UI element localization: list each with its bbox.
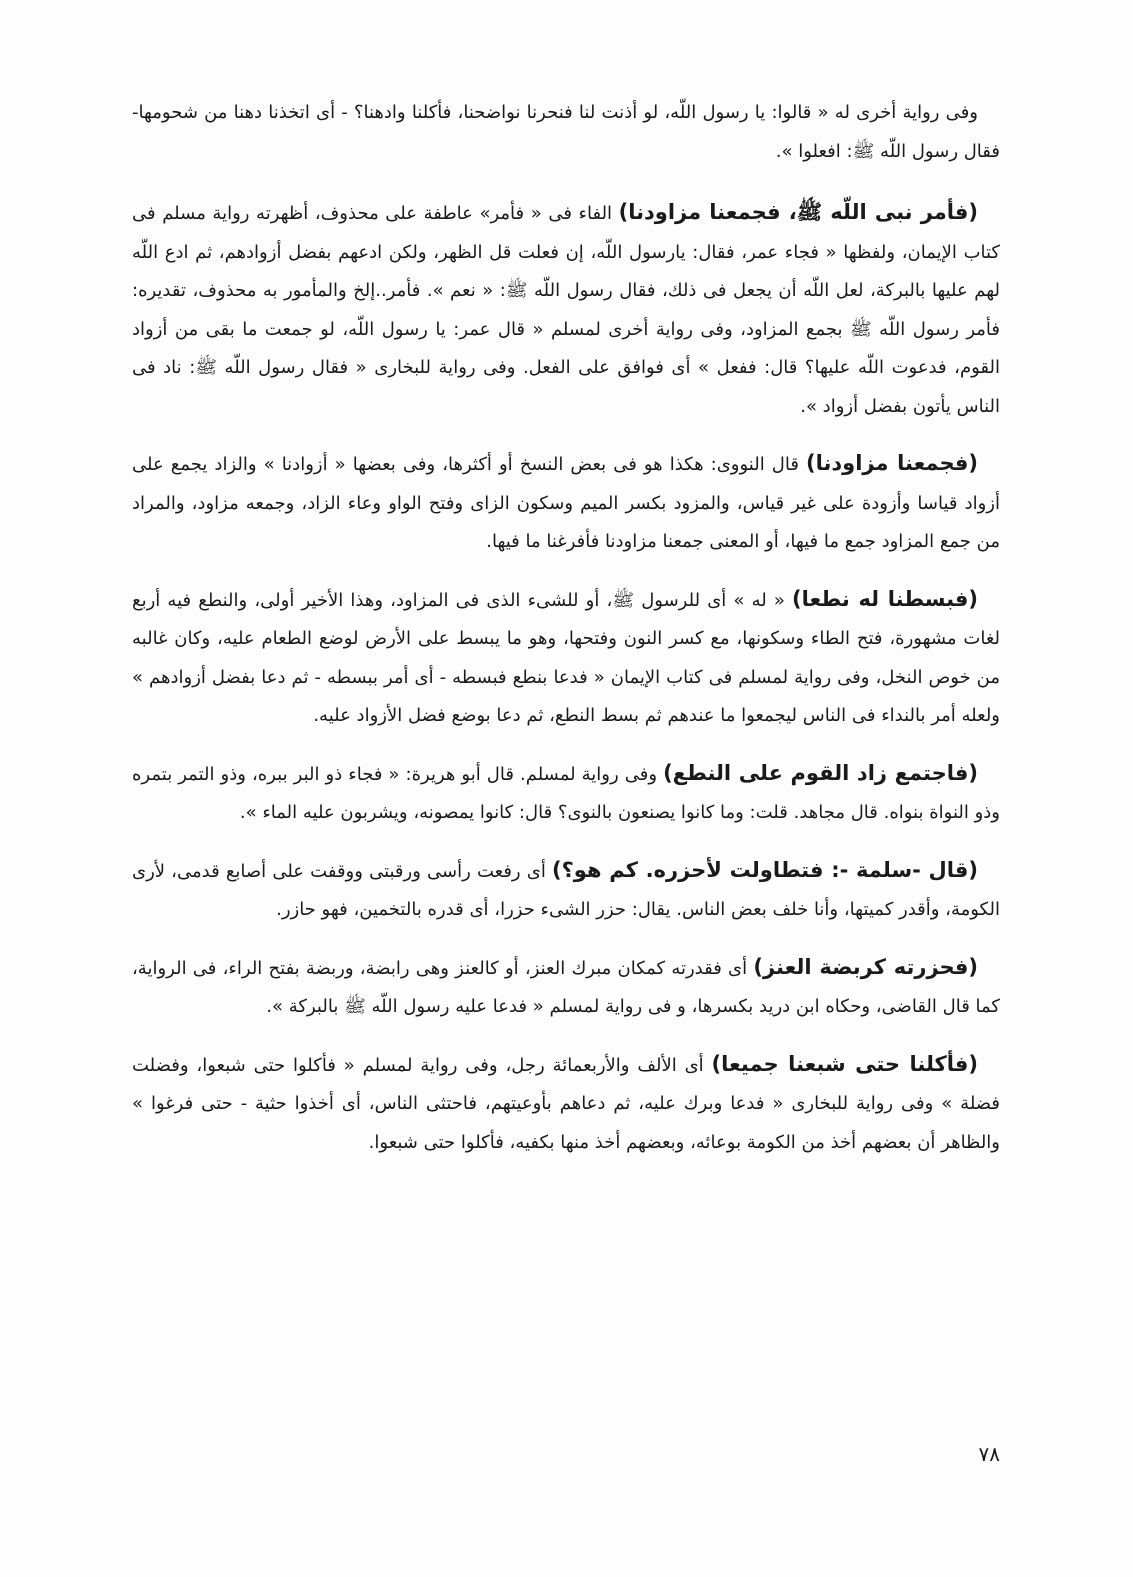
paragraph-3-heading: (فجمعنا مزاودنا): [806, 451, 978, 475]
paragraph-6-heading: (قال -سلمة -: فتطاولت لأحزره. كم هو؟): [552, 857, 978, 882]
paragraph-7: [132, 948, 1000, 1027]
paragraph-4-heading: (فبسطنا له نطعا): [792, 586, 978, 611]
paragraph-8-heading: (فأكلنا حتى شبعنا جميعا): [711, 1051, 978, 1076]
paragraph-7-heading: (فحزرته كربضة العنز): [753, 954, 979, 979]
paragraph-5-text: وفى رواية لمسلم. قال أبو هريرة: « فجاء ذو البر ببره، وذو التمر بتمره وذو النواة بنواه. قال مجاهد. قلت: وما كانوا يصنعون بالنوى؟ قال: كانوا يمصونه، ويشربون عليه الماء ».: [132, 763, 1000, 823]
paragraph-7-text: أى فقدرته كمكان مبرك العنز، أو كالعنز وهى رابضة، وربضة بفتح الراء، فى الرواية، كما قال القاضى، وحكاه ابن دريد بكسرها، و فى رواية لمسلم « فدعا عليه رسول اللّه ﷺ بالبركة ».: [132, 957, 1000, 1017]
paragraph-6: [132, 851, 1000, 930]
paragraph-2-heading: (فأمر نبى اللّه ﷺ، فجمعنا مزاودنا): [618, 200, 978, 224]
paragraph-2: [132, 193, 1000, 426]
paragraph-8: [132, 1045, 1000, 1163]
paragraph-3: [132, 444, 1000, 562]
paragraph-2-text: الفاء فى « فأمر» عاطفة على محذوف، أظهرته رواية مسلم فى كتاب الإيمان، ولفظها « فجاء عمر، فقال: يارسول اللّه، إن فعلت قل الظهر، ولكن ادعهم بفضل أزوادهم، ثم ادع اللّه لهم عليها بالبركة، لعل اللّه أن يجعل فى ذلك، فقال رسول اللّه ﷺ: « نعم ». فأمر..إلخ والمأمور به محذوف، تقديره: فأمر رسول اللّه ﷺ بجمع المزاود، وفى رواية أخرى لمسلم « قال عمر: يا رسول اللّه، لو جمعت ما بقى من أزواد القوم، فدعوت اللّه عليها؟ قال: ففعل » أى فوافق على الفعل. وفى رواية للبخارى « فقال رسول اللّه ﷺ: ناد فى الناس يأتون بفضل أزواد ».: [132, 203, 1000, 417]
paragraph-3-text: قال النووى: هكذا هو فى بعض النسخ أو أكثرها، وفى بعضها « أزوادنا » والزاد يجمع على أزواد قياسا وأزودة على غير قياس، والمزود بكسر الميم وسكون الزاى وفتح الواو وعاء الزاد، وجمعه مزاود، والمراد من جمع المزاود جمع ما فيها، أو المعنى جمعنا مزاودنا فأفرغنا ما فيها.: [132, 454, 1000, 552]
paragraph-5-heading: (فاجتمع زاد القوم على النطع): [663, 760, 978, 785]
paragraph-1: [132, 92, 1000, 171]
paragraph-8-text: أى الألف والأربعمائة رجل، وفى رواية لمسلم « فأكلوا حتى شبعوا، وفضلت فضلة » وفى رواية للبخارى « فدعا وبرك عليه، ثم دعاهم بأوعيتهم، فاحتثى الناس، أى أخذوا حثية - حتى فرغوا » والظاهر أن بعضهم أخذ من الكومة بوعائه، وبعضهم أخذ منها بكفيه، فأكلوا حتى شبعوا.: [132, 1054, 1000, 1153]
page-number: ٧٨: [978, 1442, 1000, 1466]
paragraph-1-text: وفى رواية أخرى له « قالوا: يا رسول اللّه، لو أذنت لنا فنحرنا نواضحنا، فأكلنا وادهنا؟ - أى اتخذنا دهنا من شحومها- فقال رسول اللّه ﷺ: افعلوا ».: [132, 102, 1000, 162]
paragraph-6-text: أى رفعت رأسى ورقبتى ووقفت على أصابع قدمى، لأرى الكومة، وأقدر كميتها، وأنا خلف بعض الناس. يقال: حزر الشىء حزرا، أى قدره بالتخمين، فهو حازر.: [132, 860, 1000, 920]
paragraph-4-text: « له » أى للرسول ﷺ، أو للشىء الذى فى المزاود، وهذا الأخير أولى، والنطع فيه أربع لغات مشهورة، فتح الطاء وسكونها، مع كسر النون وفتحها، وهو ما يبسط على الأرض لوضع الطعام عليه، وكان غالبه من خوص النخل، وفى رواية لمسلم فى كتاب الإيمان « فدعا بنطع فبسطه - أى أمر ببسطه - ثم دعا بفضل أزوادهم » ولعله أمر بالنداء فى الناس ليجمعوا ما عندهم ثم بسط النطع، ثم دعا بوضع فضل الأزواد عليه.: [132, 589, 1000, 726]
paragraph-5: [132, 754, 1000, 833]
text-body: [132, 92, 1000, 1180]
paragraph-4: [132, 580, 1000, 736]
